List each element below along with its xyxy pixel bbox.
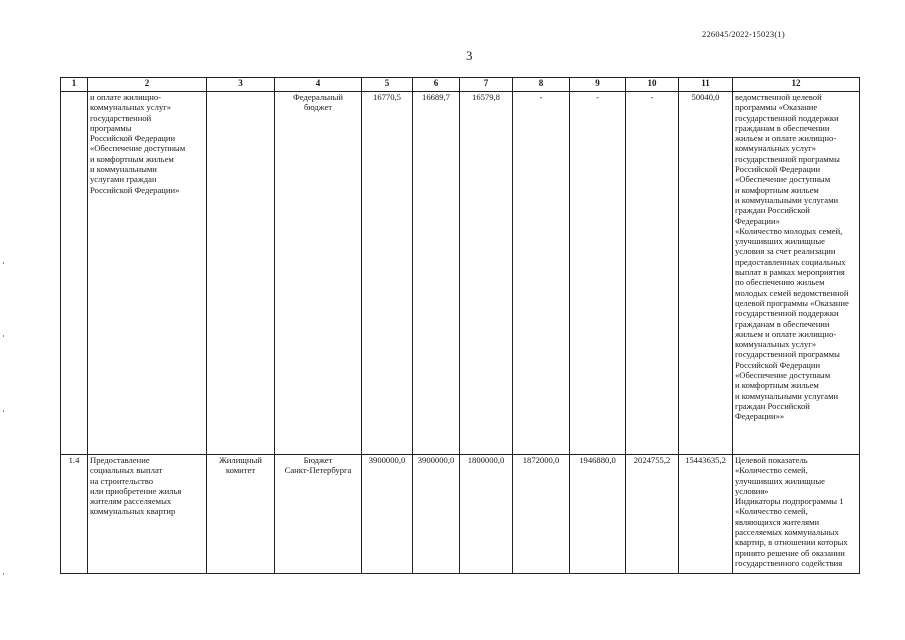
total-value-cell: 15443635,2 — [679, 455, 733, 574]
row-number-cell — [61, 92, 88, 455]
value-cell: 16770,5 — [362, 92, 413, 455]
total-value-cell: 50040,0 — [679, 92, 733, 455]
value-cell: - — [626, 92, 679, 455]
measure-name-cell: и оплате жилищно- коммунальных услуг» государственной программы Российской Федерации «Обеспечение доступным и комфортным жильем и коммунальными услугами граждан Российской Федерации» — [88, 92, 207, 455]
column-header: 8 — [513, 78, 570, 92]
page-number: 3 — [466, 48, 473, 63]
column-header: 12 — [733, 78, 860, 92]
value-cell: - — [513, 92, 570, 455]
value-cell: 16579,8 — [460, 92, 513, 455]
column-header: 1 — [61, 78, 88, 92]
column-header: 6 — [413, 78, 460, 92]
scan-artifact — [3, 410, 4, 412]
column-header: 2 — [88, 78, 207, 92]
executor-cell: Жилищный комитет — [207, 455, 275, 574]
table-row — [61, 455, 860, 574]
value-cell: 1800000,0 — [460, 455, 513, 574]
column-header: 4 — [275, 78, 362, 92]
column-header: 11 — [679, 78, 733, 92]
value-cell: 1946880,0 — [570, 455, 626, 574]
value-cell: 16689,7 — [413, 92, 460, 455]
scan-artifact — [3, 573, 4, 575]
measure-name-cell: Предоставление социальных выплат на строительство или приобретение жилья жителям расселяемых коммунальных квартир — [88, 455, 207, 574]
value-cell: 3900000,0 — [413, 455, 460, 574]
column-header: 9 — [570, 78, 626, 92]
column-header: 10 — [626, 78, 679, 92]
funding-source-cell: Федеральный бюджет — [275, 92, 362, 455]
scan-artifact — [3, 262, 4, 264]
document-registration-number: 226045/2022-15023(1) — [702, 29, 785, 39]
column-header: 5 — [362, 78, 413, 92]
program-funding-table — [60, 77, 860, 574]
scan-artifact — [3, 335, 4, 337]
value-cell: 2024755,2 — [626, 455, 679, 574]
value-cell: 3900000,0 — [362, 455, 413, 574]
indicator-cell: ведомственной целевой программы «Оказание государственной поддержки гражданам в обеспечении жильем и оплате жилищно- коммунальных услуг» государственной программы Российской Федерации «Обеспечение доступным и комфортным жильем и коммунальными услугами граждан Российской Федерации» «Количество молодых семей, улучшивших жилищные условия за счет реализации предоставленных социальных выплат в рамках мероприятия по обеспечению жильем молодых семей ведомственной целевой программы «Оказание государственной поддержки гражданам в обеспечении жильем и оплате жилищно- коммунальных услуг» государственной программы Российской Федерации «Обеспечение доступным и комфортным жильем и коммунальными услугами граждан Российской Федерации»» — [733, 92, 860, 455]
column-header: 3 — [207, 78, 275, 92]
table-header-row — [61, 78, 860, 92]
column-header: 7 — [460, 78, 513, 92]
value-cell: - — [570, 92, 626, 455]
value-cell: 1872000,0 — [513, 455, 570, 574]
indicator-cell: Целевой показатель «Количество семей, улучшивших жилищные условия» Индикаторы подпрограммы 1 «Количество семей, являющихся жителями расселяемых коммунальных квартир, в отношении которых принято решение об оказании государственного содействия — [733, 455, 860, 574]
funding-source-cell: Бюджет Санкт-Петербурга — [275, 455, 362, 574]
row-number-cell: 1.4 — [61, 455, 88, 574]
table-row — [61, 92, 860, 455]
executor-cell — [207, 92, 275, 455]
